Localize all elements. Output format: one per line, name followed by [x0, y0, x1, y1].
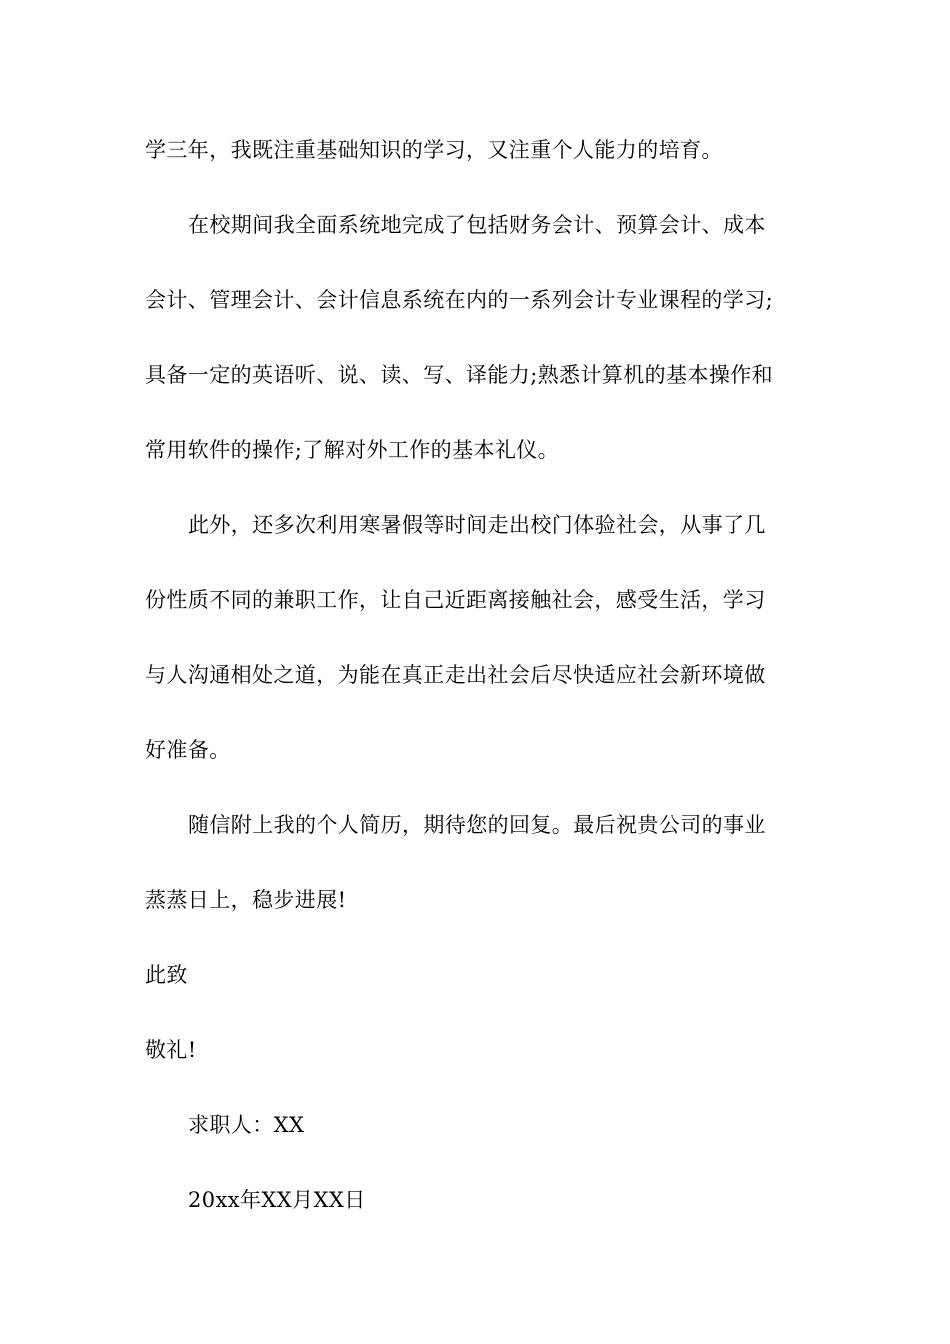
- closing-regards: 敬礼!: [145, 1038, 197, 1062]
- signature-date: 20xx年XX月XX日: [188, 1188, 366, 1212]
- paragraph-line: 会计、管理会计、会计信息系统在内的一系列会计专业课程的学习;: [145, 288, 774, 312]
- paragraph-line: 好准备。: [145, 738, 231, 762]
- paragraph-line: 具备一定的英语听、说、读、写、译能力;熟悉计算机的基本操作和: [145, 363, 774, 387]
- paragraph-line: 常用软件的操作;了解对外工作的基本礼仪。: [145, 438, 560, 462]
- paragraph-line: 学三年，我既注重基础知识的学习，又注重个人能力的培育。: [145, 138, 723, 162]
- paragraph-line: 蒸蒸日上，稳步进展!: [145, 888, 347, 912]
- signature-applicant: 求职人：XX: [188, 1113, 305, 1137]
- paragraph-line: 份性质不同的兼职工作，让自己近距离接触社会，感受生活，学习: [145, 588, 766, 612]
- paragraph-line: 在校期间我全面系统地完成了包括财务会计、预算会计、成本: [188, 213, 766, 237]
- paragraph-line: 与人沟通相处之道，为能在真正走出社会后尽快适应社会新环境做: [145, 663, 766, 687]
- closing-salutation: 此致: [145, 963, 188, 987]
- paragraph-line: 随信附上我的个人简历，期待您的回复。最后祝贵公司的事业: [188, 813, 766, 837]
- paragraph-line: 此外，还多次利用寒暑假等时间走出校门体验社会，从事了几: [188, 513, 766, 537]
